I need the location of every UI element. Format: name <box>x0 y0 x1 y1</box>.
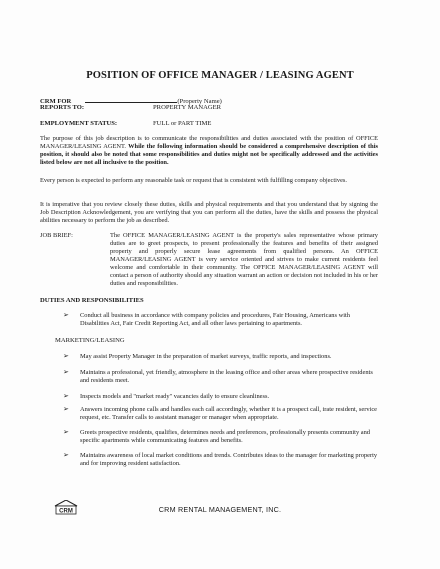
marketing-item: Inspects models and "market ready" vacancies daily to ensure cleanliness. <box>80 393 270 400</box>
crm-for-label: CRM FOR <box>40 98 72 105</box>
duty-item: Conduct all business in accordance with company policies and procedures, Fair Housing, Americans with Disabilities Act, Fair Credit Reporting Act, and all other laws pertaining to apartments. <box>80 312 350 327</box>
marketing-item: Answers incoming phone calls and handles each call accordingly, whether it is a prospect call, irate resident, service request, etc. Transfer calls to assistant manager or manager when appropriate. <box>80 406 377 421</box>
employment-status-label: EMPLOYMENT STATUS: <box>40 120 118 127</box>
intro-paragraph <box>40 135 378 167</box>
marketing-heading: MARKETING/LEASING <box>55 337 125 344</box>
bullet-arrow-icon: ➢ <box>63 352 69 360</box>
marketing-item: Greets prospective residents, qualifies, determines needs and preferences, professionally presents community and specific apartments while communicating features and benefits. <box>80 429 370 444</box>
reports-to-label: REPORTS TO: <box>40 104 85 111</box>
intro-text: The purpose of this job description is to communicate the responsibilities and duties associated with the position of OFFICE MANAGER/LEASING AGENT. <box>40 135 378 150</box>
marketing-item: Maintains awareness of local market conditions and trends. Contributes ideas to the manager for marketing property and for improving resident satisfaction. <box>80 452 378 467</box>
bullet-arrow-icon: ➢ <box>63 311 69 319</box>
duties-heading: DUTIES AND RESPONSIBILITIES <box>40 297 144 304</box>
crm-logo-text: CRM <box>59 508 73 515</box>
marketing-item: Maintains a professional, yet friendly, atmosphere in the leasing office and other areas where prospective residents and residents meet. <box>80 369 373 384</box>
property-name-hint: (Property Name) <box>177 98 222 105</box>
bullet-arrow-icon: ➢ <box>63 368 69 376</box>
bullet-arrow-icon: ➢ <box>63 451 69 459</box>
expectation-paragraph: Every person is expected to perform any reasonable task or request that is consistent with fulfilling company objectives. <box>40 177 348 184</box>
reports-to-value: PROPERTY MANAGER <box>153 104 222 111</box>
document-title: POSITION OF OFFICE MANAGER / LEASING AGENT <box>86 70 354 81</box>
acknowledgement-paragraph: It is imperative that you review closely these duties, skills and physical requirements and that you understand that by signing the Job Description Acknowledgement, you are verifying that you can perform all the duties, have the skills and possess the physical abilities necessary to perform the job as described. <box>40 201 378 224</box>
bullet-arrow-icon: ➢ <box>63 392 69 400</box>
intro-bold-text: While the following information should be considered a comprehensive description of this position, it should also be noted that some responsibilities and duties might not be specifically addressed and the activities listed below are not all inclusive to the position. <box>40 143 378 166</box>
job-brief-text: The OFFICE MANAGER/LEASING AGENT is the property's sales representative whose primary duties are to greet prospects, to present professionally the features and benefits of their assigned property and properly secure lease agreements from qualified persons. An OFFICE MANAGER/LEASING AGENT is very service oriented and strives to make current residents feel welcome and comfortable in their community. The OFFICE MANAGER/LEASING AGENT will contact a person of authority should any situation warrant an action or decision not included in his or her duties and responsibilities. <box>110 232 378 287</box>
footer-company-name: CRM RENTAL MANAGEMENT, INC. <box>158 505 282 514</box>
marketing-item: May assist Property Manager in the preparation of market surveys, traffic reports, and inspections. <box>80 353 332 360</box>
bullet-arrow-icon: ➢ <box>63 405 69 413</box>
bullet-arrow-icon: ➢ <box>63 428 69 436</box>
employment-status-value: FULL or PART TIME <box>153 120 212 127</box>
property-name-line <box>85 96 177 103</box>
job-brief-label: JOB BRIEF: <box>40 232 73 239</box>
